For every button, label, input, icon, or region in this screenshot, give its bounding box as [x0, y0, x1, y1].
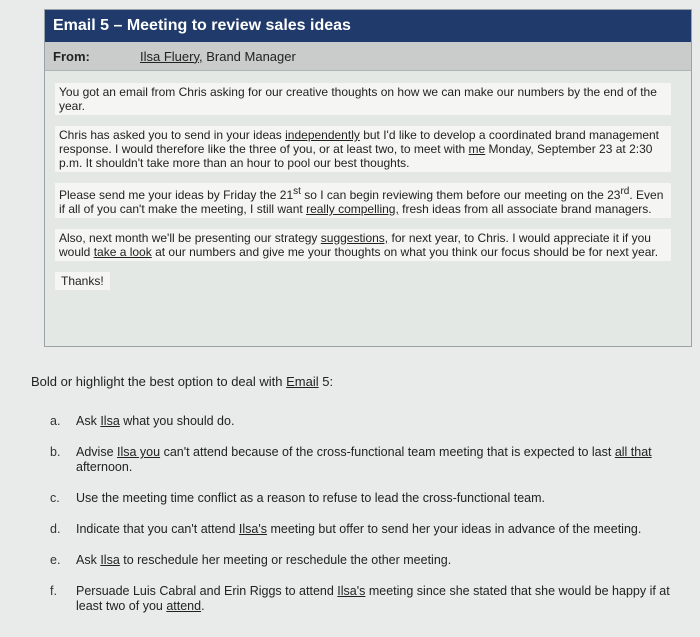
option-c[interactable]	[50, 491, 690, 506]
option-letter: b.	[50, 445, 61, 459]
option-text: can't attend because of the cross-functional team meeting that is expected to last	[160, 445, 615, 459]
option-text: Persuade Luis Cabral and Erin Riggs to attend	[76, 584, 338, 598]
option-b[interactable]	[50, 445, 690, 475]
p3-underline: really compelling,	[306, 202, 399, 216]
from-row	[45, 42, 691, 71]
p4-text-b: for next year, to Chris. I would appreciate it if you would	[59, 231, 651, 259]
email-body	[45, 71, 691, 301]
option-text: to reschedule her meeting or reschedule the other meeting.	[119, 553, 452, 567]
option-letter: e.	[50, 553, 61, 567]
option-underline: Ilsa's	[238, 522, 268, 536]
option-letter: f.	[50, 584, 57, 598]
p2-text-c: Monday, September 23 at 2:30 p.m. It shouldn't take more than an hour to pool our best thoughts.	[59, 142, 653, 170]
email-card	[44, 9, 692, 347]
question-prompt	[31, 374, 333, 389]
p4-underline-2: take a look	[93, 245, 152, 259]
email-paragraph-2	[55, 126, 671, 172]
option-letter: a.	[50, 414, 61, 428]
p2-text-b: but I'd like to develop a coordinated brand management response. I would therefore like the three of you, or at least two, to meet with	[59, 128, 660, 156]
p3-text-a: Please send me your ideas by Friday the 21	[59, 188, 294, 202]
p2-underline-1: independently	[285, 128, 360, 142]
email-paragraph-3	[55, 183, 671, 218]
p4-text-c: at our numbers and give me your thoughts on what you think our focus should be for next year.	[151, 245, 659, 259]
p2-underline-2: me	[468, 142, 486, 156]
option-text: Advise	[76, 445, 117, 459]
p1-text: You got an email from Chris asking for our creative thoughts on how we can make our numbers by the end of the year.	[59, 85, 657, 113]
option-text: Ask	[76, 553, 101, 567]
option-underline: attend	[166, 599, 202, 613]
option-text: what you should do.	[119, 414, 235, 428]
option-letter: d.	[50, 522, 61, 536]
email-thanks: Thanks!	[55, 272, 110, 290]
email-paragraph-1	[55, 83, 671, 115]
p3-sup-2: rd	[620, 186, 630, 197]
answer-options	[50, 414, 690, 630]
p4-text-a: Also, next month we'll be presenting our strategy	[59, 231, 321, 245]
question-email-link[interactable]: Email	[286, 374, 319, 389]
p3-text-c: . Even if all of you can't make the meeting, I still want	[59, 188, 664, 216]
option-text: afternoon.	[76, 460, 133, 474]
option-text: Indicate that you can't attend	[76, 522, 239, 536]
question-text: Bold or highlight the best option to deal with	[31, 374, 287, 389]
from-value	[140, 49, 296, 64]
option-d[interactable]	[50, 522, 690, 537]
p3-text-b: so I can begin reviewing them before our meeting on the 23	[300, 188, 621, 202]
p2-text-a: Chris has asked you to send in your ideas	[59, 128, 286, 142]
option-underline: Ilsa you	[117, 445, 161, 459]
sender-name: Ilsa Fluery,	[140, 48, 203, 64]
option-underline: Ilsa	[100, 414, 120, 428]
option-text: Use the meeting time conflict as a reason to refuse to lead the cross-functional team.	[76, 491, 545, 505]
option-e[interactable]	[50, 553, 690, 568]
option-underline: all that	[614, 445, 652, 459]
option-text: meeting but offer to send her your ideas in advance of the meeting.	[267, 522, 642, 536]
option-letter: c.	[50, 491, 60, 505]
option-a[interactable]	[50, 414, 690, 429]
sender-role: Brand Manager	[202, 48, 296, 64]
p4-underline-1: suggestions,	[320, 231, 389, 245]
from-label: From:	[53, 48, 90, 64]
p3-sup-1: st	[293, 186, 301, 197]
question-suffix: 5:	[318, 374, 334, 389]
email-paragraph-4	[55, 229, 671, 261]
option-text: meeting since she stated that she would be happy if at least two of you	[76, 584, 670, 613]
option-underline: Ilsa	[100, 553, 120, 567]
email-title: Email 5 – Meeting to review sales ideas	[45, 10, 691, 42]
option-f[interactable]	[50, 584, 690, 614]
option-underline: Ilsa's	[337, 584, 366, 598]
option-text: .	[201, 599, 205, 613]
p3-text-d: fresh ideas from all associate brand managers.	[398, 202, 652, 216]
option-text: Ask	[76, 414, 101, 428]
